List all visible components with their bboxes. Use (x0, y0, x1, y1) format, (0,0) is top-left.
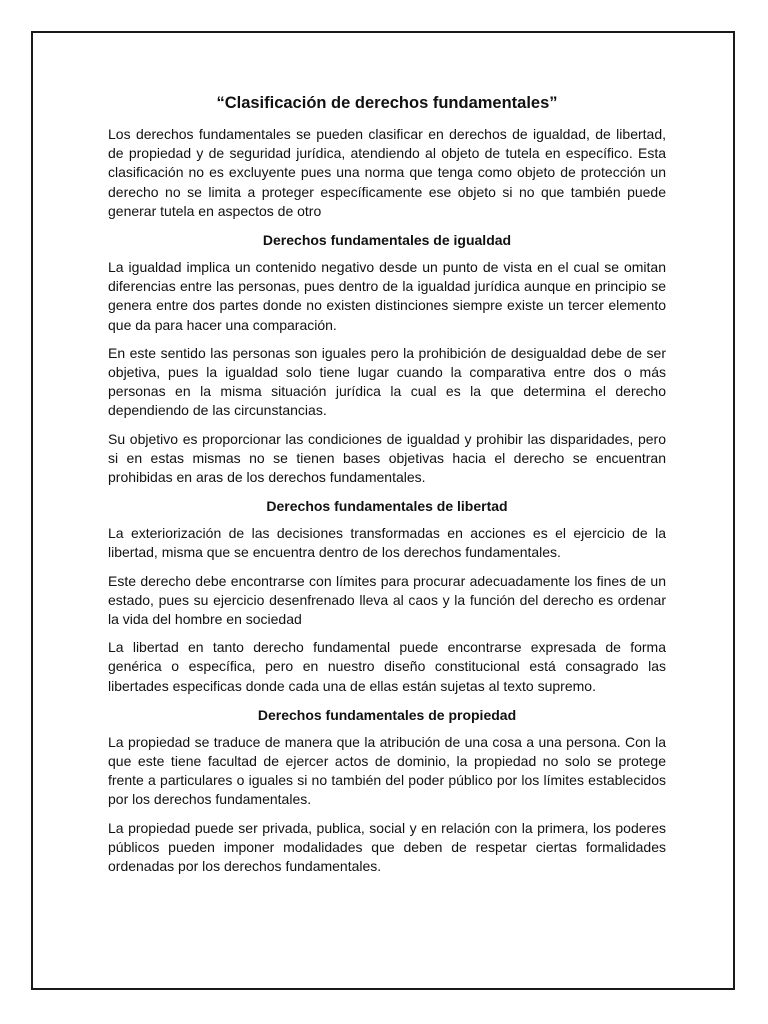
paragraph: La igualdad implica un contenido negativo desde un punto de vista en el cual se omitan diferencias entre las personas, pues dentro de la igualdad jurídica aunque en principio se genera entre dos partes donde no existen distinciones siempre existe un tercer elemento que da para hacer una comparación. (108, 259, 666, 333)
section-heading-igualdad: Derechos fundamentales de igualdad (262, 232, 512, 249)
paragraph: La propiedad puede ser privada, publica, social y en relación con la primera, los poderes públicos pueden imponer modalidades que deben de respetar ciertas formalidades ordenadas por los derechos fundamentales. (108, 819, 666, 875)
document-body (108, 93, 666, 885)
section-heading-propiedad: Derechos fundamentales de propiedad (257, 706, 517, 723)
paragraph: La libertad en tanto derecho fundamental puede encontrarse expresada de forma genérica o específica, pero en nuestro diseño constitucional está consagrado las libertades especificas donde cada una de ellas están sujetas al texto supremo. (108, 639, 666, 694)
intro-paragraph: Los derechos fundamentales se pueden clasificar en derechos de igualdad, de libertad, de propiedad y de seguridad jurídica, atendiendo al objeto de tutela en específico. Esta clasificación no es excluyente pues una norma que tenga como objeto de protección un derecho no se limita a proteger específicamente ese objeto si no que también puede generar tutela en aspectos de otro (108, 126, 666, 219)
paragraph: La exteriorización de las decisiones transformadas en acciones es el ejercicio de la libertad, misma que se encuentra dentro de los derechos fundamentales. (108, 525, 666, 561)
paragraph: La propiedad se traduce de manera que la atribución de una cosa a una persona. Con la que este tiene facultad de ejercer actos de dominio, la propiedad no solo se protege frente a particulares o iguales si no también del poder público por los límites establecidos por los derechos fundamentales. (108, 733, 666, 808)
section-heading-libertad: Derechos fundamentales de libertad (266, 498, 508, 515)
paragraph: En este sentido las personas son iguales pero la prohibición de desigualdad debe de ser objetiva, pues la igualdad solo tiene lugar cuando la comparativa entre dos o más personas en la misma situación jurídica la cual es la que determina el derecho dependiendo de las circunstancias. (108, 344, 666, 419)
paragraph: Este derecho debe encontrarse con límites para procurar adecuadamente los fines de un estado, pues su ejercicio desenfrenado lleva al caos y la función del derecho es ordenar la vida del hombre en sociedad (108, 572, 666, 628)
document-title: “Clasificación de derechos fundamentales” (216, 94, 558, 112)
paragraph: Su objetivo es proporcionar las condiciones de igualdad y prohibir las disparidades, pero si en estas mismas no se tienen bases objetivas hacia el derecho se encuentran prohibidas en aras de los derechos fundamentales. (108, 430, 666, 486)
document-page (31, 31, 735, 990)
